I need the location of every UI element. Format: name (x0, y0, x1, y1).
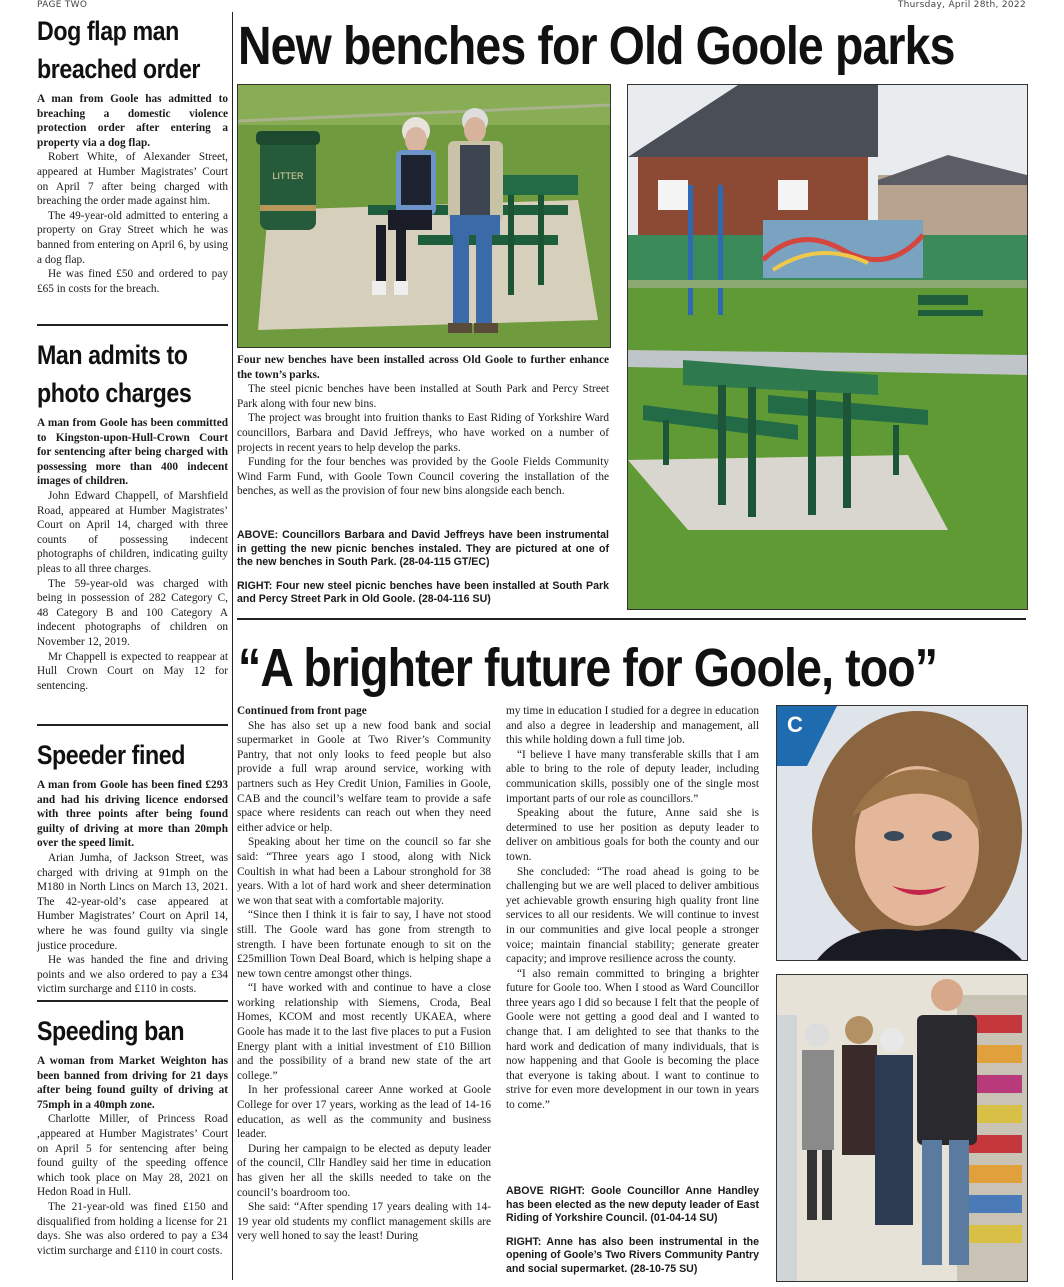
logo-letter: C (787, 712, 803, 737)
portrait-image (777, 706, 1027, 960)
picnic-bench-park-image (628, 85, 1027, 609)
story-lead: A man from Goole has admitted to breaching a domestic violence protection order after entering a property via a dog flap. (37, 93, 228, 149)
future-paragraph: “I believe I have many transferable skills that I am able to bring to the role of deputy leader, including communication skills, possibly one of the single most important parts of our role as councillors.” (506, 748, 759, 805)
section-rule (237, 618, 1026, 620)
future-paragraph: She concluded: “The road ahead is going to be challenging but we are well placed to deliver ambitious yet achievable growth ensuring high quality front line services to all our residents. We will continue to invest in our communities and give local people a stronger voice; maintain financial stability; generate greater capacity; and improve resilience across the county. (506, 865, 759, 966)
benches-lead: Four new benches have been installed across Old Goole to further enhance the town’s parks. (237, 354, 609, 381)
future-paragraph: Speaking about her time on the council so far she said: “Three years ago I stood, along with Nick Coultish in what had been a Labour stronghold for 38 years. With a lot of hard work and sheer determination we won that seat with a comfortable majority. (237, 836, 491, 907)
continued-label: Continued from front page (237, 705, 367, 717)
story-lead: A man from Goole has been fined £293 and had his driving licence endorsed with three points after being found guilty of driving at more than 20mph over the speed limit. (37, 779, 228, 850)
benches-paragraph: The steel picnic benches have been installed at South Park and Percy Street Park along with four new bins. (237, 383, 609, 410)
future-paragraph: “Since then I think it is fair to say, I have not stood still. The Goole ward has gone from strength to strength. I have been fortunate enough to sit on the £25million Town Deal Board, which is helping shape a new town centre amongst other things. (237, 909, 491, 980)
issue-date: Thursday, April 28th, 2022 (897, 0, 1026, 10)
story-paragraph: The 59-year-old was charged with being in possession of 282 Category C, 48 Category B and 100 Category A indecent photographs of children on November 12, 2019. (37, 577, 228, 648)
benches-caption-right: RIGHT: Four new steel picnic benches have been installed at South Park and Percy Street Park in Old Goole. (28-04-116 SU) (237, 579, 609, 606)
story-paragraph: John Edward Chappell, of Marshfield Road, appeared at Humber Magistrates’ Court on April 14, charged with three counts of possessing indecent photographs of children, indicating guilty pleas to all three charges. (37, 489, 228, 575)
headline-dog-flap-1: Dog flap man (37, 16, 179, 46)
column-divider (232, 12, 233, 1280)
section-rule (37, 724, 228, 726)
future-paragraph: She said: “After spending 17 years dealing with 14-19 year old students my conflict management skills are very well honed to say the least! During (237, 1201, 491, 1243)
benches-paragraph: The project was brought into fruition thanks to East Riding of Yorkshire Ward councillors, Barbara and David Jeffreys, who have worked on a number of projects in recent years to help develop the parks. (237, 412, 609, 454)
story-lead: A man from Goole has been committed to Kingston-upon-Hull-Crown Court for sentencing after being charged with possessing more than 400 indecent images of children. (37, 417, 228, 488)
story-paragraph: Charlotte Miller, of Princess Road ,appeared at Humber Magistrates’ Court on April 5 for sentencing after being found guilty of the speeding offence which took place on May 28, 2021 on Hedon Road in Hull. (37, 1113, 228, 1199)
headline-speeder-fined: Speeder fined (37, 740, 185, 770)
benches-caption-above: ABOVE: Councillors Barbara and David Jeffreys have been instrumental in getting the new picnic benches instaled. They are pictured at one of the new benches in South Park. (28-04-115 GT/EC) (237, 529, 609, 569)
section-rule (37, 1000, 228, 1002)
story-body (37, 778, 228, 997)
headline-photo-charges-2: photo charges (37, 378, 192, 408)
story-paragraph: Mr Chappell is expected to reappear at Hull Crown Court on May 12 for sentencing. (37, 650, 228, 692)
photo-community-pantry (776, 974, 1028, 1282)
future-column-1 (237, 704, 491, 1244)
future-paragraph: In her professional career Anne worked at Goole College for over 17 years, working as the lead of 14-16 education, as well as the community and business leader. (237, 1084, 491, 1141)
story-dog-flap (37, 12, 228, 296)
story-paragraph: The 49-year-old admitted to entering a property on Gray Street which he was banned from entering on April 6, by using a dog flap. (37, 209, 228, 266)
future-caption-above-right: ABOVE RIGHT: Goole Councillor Anne Handley has been elected as the new deputy leader of East Riding of Yorkshire Council. (01-04-14 SU) (506, 1185, 759, 1225)
photo-picnic-bench-park (627, 84, 1028, 610)
story-photo-charges (37, 336, 228, 693)
benches-paragraph: Funding for the four benches was provided by the Goole Fields Community Wind Farm Fund, with Goole Town Council covering the installation of the benches, as well as the provision of four new bins alongside each bench. (237, 456, 609, 498)
headline-dog-flap-2: breached order (37, 54, 201, 84)
photo-anne-handley-portrait (776, 705, 1028, 961)
story-body (37, 1054, 228, 1258)
litter-bin-label: LITTER (272, 171, 304, 181)
future-paragraph: Speaking about the future, Anne said she is determined to use her position as deputy leader to deliver on ambitious goals for both the county and our town. (506, 807, 759, 863)
story-body (37, 416, 228, 693)
story-paragraph: He was fined £50 and ordered to pay £65 in costs for the breach. (37, 268, 228, 295)
story-body (37, 92, 228, 296)
story-speeder-fined (37, 736, 228, 997)
future-column-2 (506, 704, 759, 1113)
future-paragraph: She has also set up a new food bank and social supermarket in Goole at Two River’s Community Pantry, that not only looks to feed people but also provide a full wrap around service, working with partners such as Hey Credit Union, Families in Goole, CAB and the council’s welfare team to provide a safe space where residents can reach out when they need either advice or help. (237, 719, 491, 834)
benches-captions (237, 529, 609, 617)
section-rule (37, 324, 228, 326)
benches-article (237, 353, 609, 499)
future-caption-right: RIGHT: Anne has also been instrumental in the opening of Goole’s Two Rivers Community Pantry and social supermarket. (28-10-75 SU) (506, 1235, 759, 1275)
story-paragraph: Robert White, of Alexander Street, appeared at Humber Magistrates’ Court on April 7 after being charged with breaching the order made against him. (37, 151, 228, 208)
future-paragraph: my time in education I studied for a degree in education and also a degree in leadership and management, all this while holding down a full time job. (506, 705, 759, 747)
pantry-image (777, 975, 1027, 1281)
photo-councillors-bench (237, 84, 611, 348)
headline-photo-charges-1: Man admits to (37, 340, 188, 370)
story-paragraph: Arian Jumha, of Jackson Street, was charged with driving at 91mph on the M180 in North Lincs on March 13, 2021. The 42-year-old’s case appeared at Humber Magistrates’ Court on April 14, where he was found guilty via single justice procedure. (37, 851, 228, 952)
future-paragraph: During her campaign to be elected as deputy leader of the council, Cllr Handley said her time in education has given her all the skills needed to take on the council’s boardroom too. (237, 1142, 491, 1199)
story-paragraph: The 21-year-old was fined £150 and disqualified from holding a license for 21 days. She was also ordered to pay a £34 victim surcharge and £110 in court costs. (37, 1200, 228, 1257)
page-label: PAGE TWO (37, 0, 88, 10)
headline-speeding-ban: Speeding ban (37, 1016, 185, 1046)
story-speeding-ban (37, 1012, 228, 1258)
future-paragraph: “I also remain committed to bringing a brighter future for Goole too. When I stood as Ward Councillor three years ago I did so because I felt that the people of Goole were not getting a good deal and I wanted to change that. I am delighted to see that thanks to the hard work and dedication of many individuals, that is now happening and that Goole is becoming the place that everyone is taking about. I want to continue to strive for even more development in our town in years to come.” (506, 967, 759, 1112)
story-lead: A woman from Market Weighton has been banned from driving for 21 days after being found guilty of driving at 75mph in a 40mph zone. (37, 1055, 228, 1111)
story-paragraph: He was handed the fine and driving points and we also ordered to pay a £34 victim surcharge and £110 in costs. (37, 954, 228, 996)
future-headline: “A brighter future for Goole, too” (238, 638, 938, 698)
future-captions (506, 1185, 759, 1287)
councillors-bench-image (238, 85, 610, 347)
future-paragraph: “I have worked with and continue to have a close working relationship with Siemens, Croda, Beal Homes, KCOM and most recently UKAEA, where Goole has made it to the last five places to put a Fusion Energy plant with a initial investment of £10 Billion and the possibility of a brand new state of the art college.” (237, 982, 491, 1082)
benches-headline: New benches for Old Goole parks (238, 16, 955, 76)
